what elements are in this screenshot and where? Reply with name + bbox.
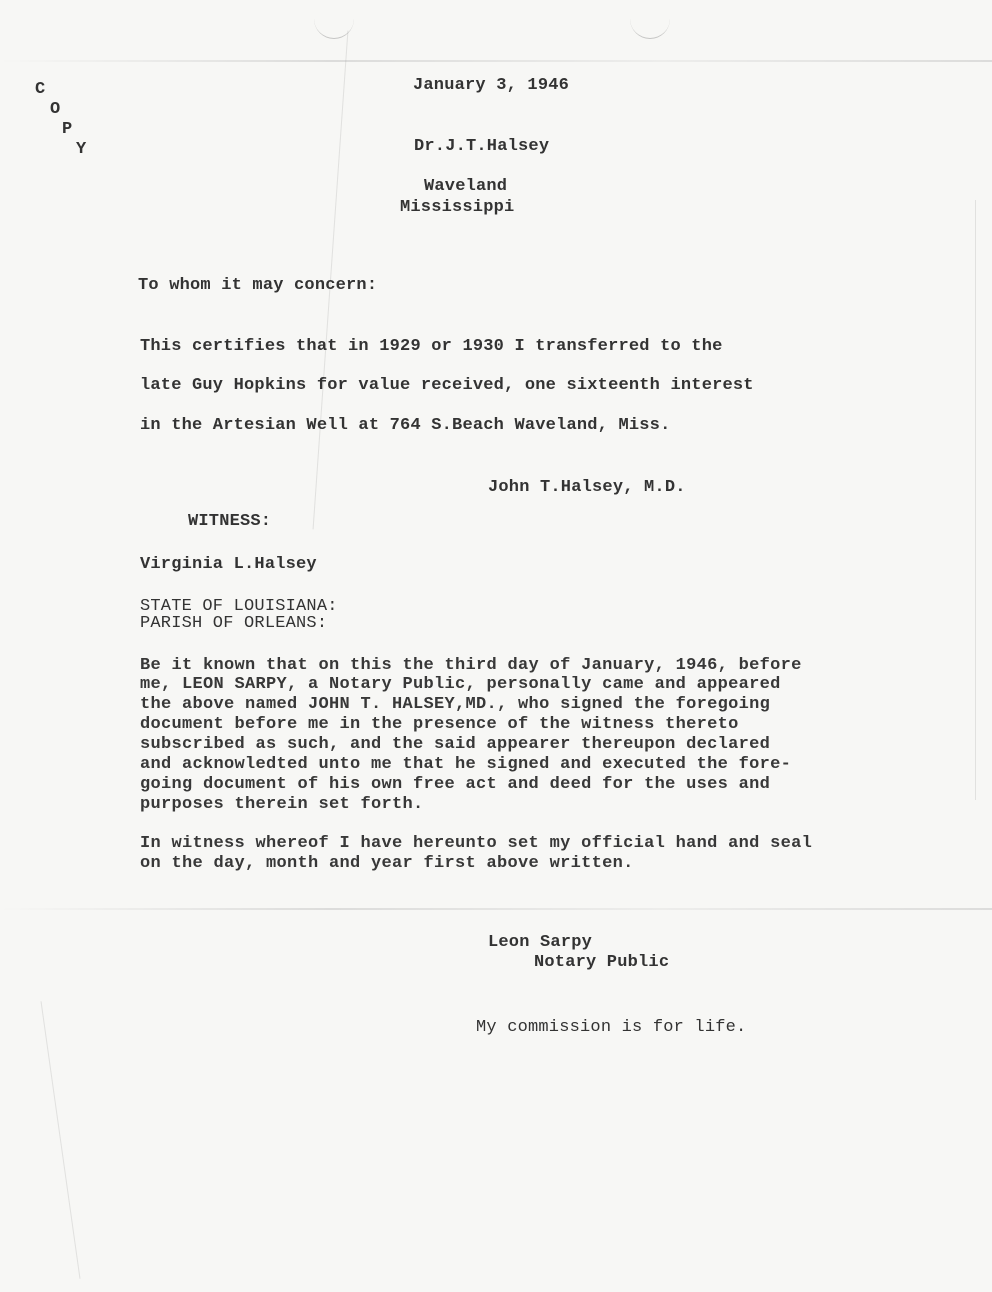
copy-mark-letter: C [35, 80, 46, 99]
letter-date: January 3, 1946 [413, 76, 570, 95]
salutation: To whom it may concern: [138, 276, 378, 295]
notary-name: Leon Sarpy [488, 933, 593, 952]
copy-mark-letter: O [50, 100, 61, 119]
fold-line [0, 60, 992, 62]
jurisdiction-state: STATE OF LOUISIANA: [140, 597, 338, 616]
attestation-line: on the day, month and year first above written. [140, 854, 634, 873]
fold-line [0, 908, 992, 910]
body-line: in the Artesian Well at 764 S.Beach Waveland, Miss. [140, 416, 671, 435]
notary-line: and acknowledted unto me that he signed and executed the fore- [140, 755, 792, 774]
copy-mark-letter: Y [76, 140, 87, 159]
paper-crease [975, 200, 976, 800]
notary-line: subscribed as such, and the said appearer thereupon declared [140, 735, 771, 754]
notary-line: document before me in the presence of the witness thereto [140, 715, 739, 734]
notary-line: the above named JOHN T. HALSEY,MD., who signed the foregoing [140, 695, 771, 714]
jurisdiction-parish: PARISH OF ORLEANS: [140, 614, 328, 633]
body-line: late Guy Hopkins for value received, one sixteenth interest [140, 376, 754, 395]
witness-label: WITNESS: [188, 512, 272, 531]
letterhead-state: Mississippi [400, 198, 515, 217]
signatory-name: John T.Halsey, M.D. [488, 478, 686, 497]
notary-line: going document of his own free act and deed for the uses and [140, 775, 771, 794]
copy-mark-letter: P [62, 120, 73, 139]
notary-line: purposes therein set forth. [140, 795, 424, 814]
letterhead-name: Dr.J.T.Halsey [414, 137, 550, 156]
paper-crease [41, 1001, 81, 1278]
notary-title: Notary Public [534, 953, 670, 972]
letterhead-city: Waveland [424, 177, 508, 196]
notary-line: Be it known that on this the third day of January, 1946, before [140, 656, 802, 675]
body-line: This certifies that in 1929 or 1930 I transferred to the [140, 337, 723, 356]
notary-line: me, LEON SARPY, a Notary Public, personally came and appeared [140, 675, 781, 694]
punch-hole-mark [630, 18, 670, 39]
commission-note: My commission is for life. [476, 1018, 747, 1037]
attestation-line: In witness whereof I have hereunto set my official hand and seal [140, 834, 813, 853]
witness-name: Virginia L.Halsey [140, 555, 317, 574]
